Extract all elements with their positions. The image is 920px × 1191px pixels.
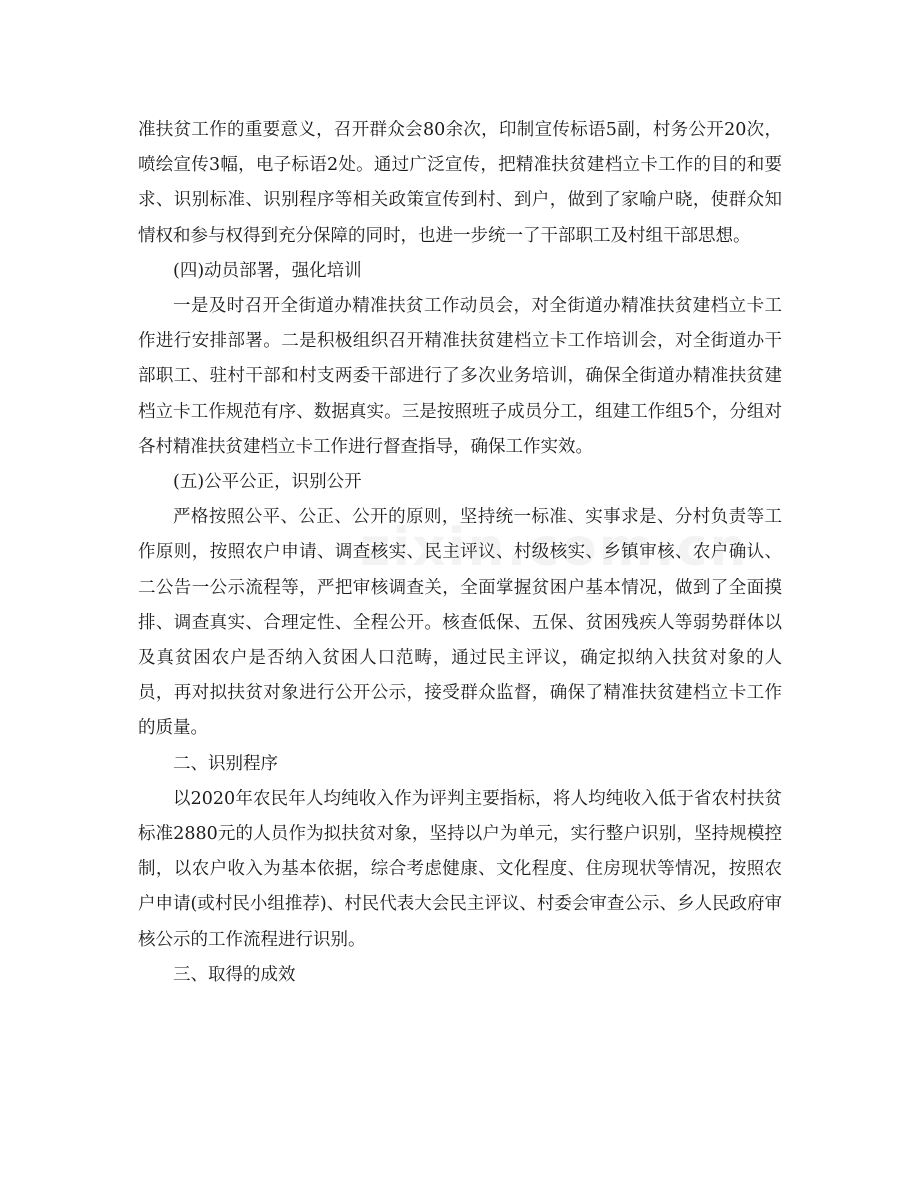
paragraph-identification-procedure: 以2020年农民年人均纯收入作为评判主要指标，将人均纯收入低于省农村扶贫标准2880元的人员作为拟扶贫对象，坚持以户为单元，实行整户识别，坚持规模控制，以农户收入为基本依据，综合考虑健康、文化程度、住房现状等情况，按照农户申请(或村民小组推荐)、村民代表大会民主评议、村委会审查公示、乡人民政府审核公示的工作流程进行识别。 xyxy=(138,788,782,950)
document-body xyxy=(138,113,782,993)
paragraph-fairness: 严格按照公平、公正、公开的原则，坚持统一标准、实事求是、分村负责等工作原则，按照农户申请、调查核实、民主评议、村级核实、乡镇审核、农户确认、二公告一公示流程等，严把审核调查关，全面掌握贫困户基本情况，做到了全面摸排、调查真实、合理定性、全程公开。核查低保、五保、贫困残疾人等弱势群体以及真贫困农户是否纳入贫困人口范畴，通过民主评议，确定拟纳入扶贫对象的人员，再对拟扶贫对象进行公开公示，接受群众监督，确保了精准扶贫建档立卡工作的质量。 xyxy=(138,507,782,739)
section-heading-mobilization: (四)动员部署，强化培训 xyxy=(173,260,362,281)
section-heading-results: 三、取得的成效 xyxy=(173,964,296,985)
section-heading-identification-procedure: 二、识别程序 xyxy=(173,753,278,774)
paragraph-publicity-continued: 准扶贫工作的重要意义，召开群众会80余次，印制宣传标语5副，村务公开20次，喷绘宣传3幅，电子标语2处。通过广泛宣传，把精准扶贫建档立卡工作的目的和要求、识别标准、识别程序等相关政策宣传到村、到户，做到了家喻户晓，使群众知情权和参与权得到充分保障的同时，也进一步统一了干部职工及村组干部思想。 xyxy=(138,120,782,246)
paragraph-mobilization: 一是及时召开全街道办精准扶贫工作动员会，对全街道办精准扶贫建档立卡工作进行安排部署。二是积极组织召开精准扶贫建档立卡工作培训会，对全街道办干部职工、驻村干部和村支两委干部进行了多次业务培训，确保全街道办精准扶贫建档立卡工作规范有序、数据真实。三是按照班子成员分工，组建工作组5个，分组对各村精准扶贫建档立卡工作进行督查指导，确保工作实效。 xyxy=(138,296,782,457)
section-heading-fairness: (五)公平公正，识别公开 xyxy=(173,472,362,493)
